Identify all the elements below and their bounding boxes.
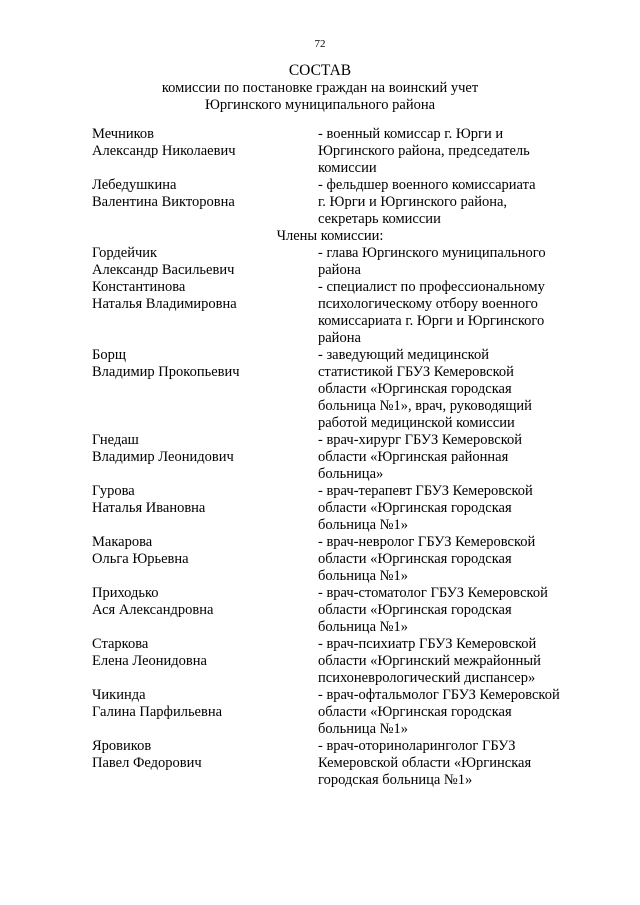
member-name <box>92 126 312 160</box>
member-role <box>318 177 583 228</box>
member-role-line: секретарь комиссии <box>318 211 441 227</box>
member-role <box>318 585 583 636</box>
member-name <box>92 245 312 279</box>
member-role-line: - военный комиссар г. Юрги и <box>318 126 504 142</box>
member-given-names: Валентина Викторовна <box>92 194 235 210</box>
member-role <box>318 279 583 347</box>
member-role-line: больница» <box>318 466 384 482</box>
member-surname: Мечников <box>92 126 154 142</box>
member-given-names: Елена Леонидовна <box>92 653 207 669</box>
member-role-line: - специалист по профессиональному <box>318 279 545 295</box>
member-given-names: Ольга Юрьевна <box>92 551 189 567</box>
member-role-line: - врач-терапевт ГБУЗ Кемеровской <box>318 483 533 499</box>
member-role-line: области «Юргинская городская <box>318 704 512 720</box>
page-number: 72 <box>314 38 326 50</box>
member-role-line: - врач-офтальмолог ГБУЗ Кемеровской <box>318 687 560 703</box>
member-role-line: больница №1», врач, руководящий <box>318 398 532 414</box>
member-role-line: городская больница №1» <box>318 772 473 788</box>
member-surname: Гнедаш <box>92 432 139 448</box>
member-role-line: района <box>318 262 361 278</box>
member-surname: Лебедушкина <box>92 177 177 193</box>
member-role-line: больница №1» <box>318 568 408 584</box>
member-name <box>92 636 312 670</box>
member-role-line: - врач-хирург ГБУЗ Кемеровской <box>318 432 523 448</box>
member-role-line: - врач-психиатр ГБУЗ Кемеровской <box>318 636 537 652</box>
member-given-names: Александр Николаевич <box>92 143 236 159</box>
leaders-list <box>0 126 640 228</box>
member-role <box>318 126 583 177</box>
member-role-line: больница №1» <box>318 517 408 533</box>
member-name <box>92 738 312 772</box>
member-role-line: области «Юргинская городская <box>318 381 512 397</box>
member-entry <box>0 279 640 347</box>
member-entry <box>0 636 640 687</box>
member-role-line: - врач-оториноларинголог ГБУЗ <box>318 738 516 754</box>
title-line-2: комиссии по постановке граждан на воинский учет <box>161 80 479 96</box>
member-name <box>92 534 312 568</box>
member-entry <box>0 738 640 789</box>
member-name <box>92 432 312 466</box>
member-role <box>318 534 583 585</box>
member-given-names: Александр Васильевич <box>92 262 235 278</box>
member-entry <box>0 585 640 636</box>
member-name <box>92 585 312 619</box>
member-role-line: статистикой ГБУЗ Кемеровской <box>318 364 514 380</box>
member-surname: Приходько <box>92 585 159 601</box>
members-list <box>0 245 640 789</box>
member-role-line: психоневрологический диспансер» <box>318 670 536 686</box>
member-role-line: Кемеровской области «Юргинская <box>318 755 532 771</box>
member-role <box>318 483 583 534</box>
member-given-names: Владимир Леонидович <box>92 449 234 465</box>
member-name <box>92 347 312 381</box>
member-entry <box>0 432 640 483</box>
member-name <box>92 483 312 517</box>
member-role-line: - фельдшер военного комиссариата <box>318 177 536 193</box>
member-entry <box>0 483 640 534</box>
member-role-line: - врач-невролог ГБУЗ Кемеровской <box>318 534 536 550</box>
member-role <box>318 636 583 687</box>
member-role-line: психологическому отбору военного <box>318 296 538 312</box>
member-name <box>92 177 312 211</box>
member-surname: Константинова <box>92 279 186 295</box>
member-surname: Старкова <box>92 636 149 652</box>
member-role-line: - заведующий медицинской <box>318 347 489 363</box>
member-role-line: комиссии <box>318 160 377 176</box>
member-surname: Яровиков <box>92 738 152 754</box>
member-role-line: работой медицинской комиссии <box>318 415 515 431</box>
members-heading: Члены комиссии: <box>276 228 384 244</box>
member-surname: Чикинда <box>92 687 146 703</box>
commission-list <box>0 126 640 789</box>
member-given-names: Павел Федорович <box>92 755 202 771</box>
member-role-line: области «Юргинская городская <box>318 500 512 516</box>
member-name <box>92 687 312 721</box>
member-role-line: комиссариата г. Юрги и Юргинского <box>318 313 545 329</box>
member-role-line: области «Юргинский межрайонный <box>318 653 541 669</box>
member-role-line: больница №1» <box>318 619 408 635</box>
member-name <box>92 279 312 313</box>
member-surname: Гурова <box>92 483 135 499</box>
member-entry <box>0 177 640 228</box>
member-role <box>318 738 583 789</box>
member-entry <box>0 245 640 279</box>
member-given-names: Наталья Ивановна <box>92 500 206 516</box>
member-role-line: области «Юргинская городская <box>318 551 512 567</box>
member-role <box>318 432 583 483</box>
member-role-line: района <box>318 330 361 346</box>
member-entry <box>0 534 640 585</box>
member-entry <box>0 347 640 432</box>
member-role <box>318 347 583 432</box>
member-role-line: области «Юргинская районная <box>318 449 509 465</box>
member-role-line: больница №1» <box>318 721 408 737</box>
title-line-1: СОСТАВ <box>288 62 352 79</box>
member-surname: Борщ <box>92 347 126 363</box>
member-role-line: Юргинского района, председатель <box>318 143 530 159</box>
member-role <box>318 687 583 738</box>
member-role-line: области «Юргинская городская <box>318 602 512 618</box>
member-given-names: Ася Александровна <box>92 602 214 618</box>
member-given-names: Галина Парфильевна <box>92 704 223 720</box>
member-surname: Макарова <box>92 534 153 550</box>
title-line-3: Юргинского муниципального района <box>204 97 436 113</box>
member-entry <box>0 126 640 177</box>
member-role-line: г. Юрги и Юргинского района, <box>318 194 508 210</box>
member-role <box>318 245 583 279</box>
member-surname: Гордейчик <box>92 245 158 261</box>
member-entry <box>0 687 640 738</box>
member-given-names: Наталья Владимировна <box>92 296 237 312</box>
member-given-names: Владимир Прокопьевич <box>92 364 240 380</box>
member-role-line: - врач-стоматолог ГБУЗ Кемеровской <box>318 585 548 601</box>
member-role-line: - глава Юргинского муниципального <box>318 245 546 261</box>
document-title <box>0 62 640 114</box>
